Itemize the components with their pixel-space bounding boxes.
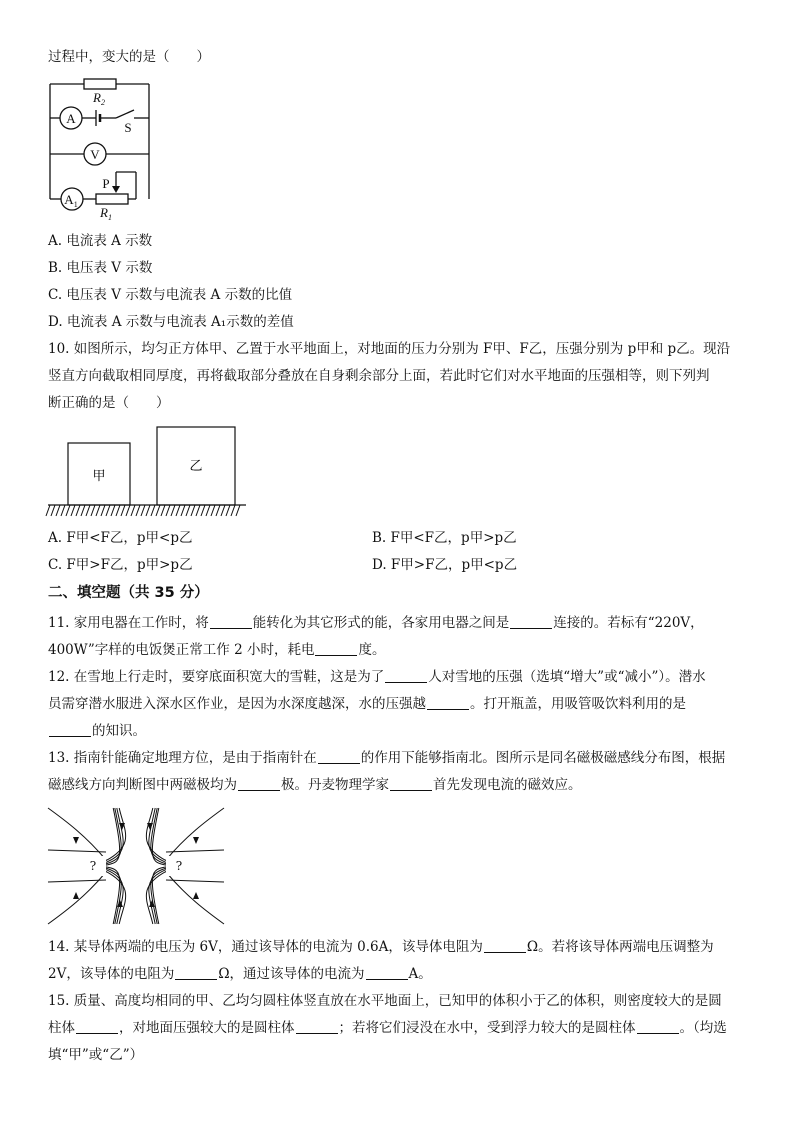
- pole-left-label: ?: [89, 859, 97, 873]
- q12-line-2: 员需穿潜水服进入深水区作业，是因为水深度越深，水的压强越 。打开瓶盖，用吸管吸饮料利用的是: [48, 696, 686, 712]
- q10-blocks-diagram: [46, 424, 248, 520]
- q15-blank-2[interactable]: [296, 1020, 338, 1034]
- ammeter-a1-label: $A_1$: [64, 192, 78, 209]
- q11-blank-1[interactable]: [210, 615, 252, 629]
- block-yi-label: 乙: [189, 459, 203, 474]
- q13-magnetic-field-diagram: [46, 805, 226, 927]
- magnet-right: [166, 856, 224, 876]
- q12-blank-3[interactable]: [49, 723, 91, 737]
- q14-blank-3[interactable]: [366, 966, 408, 980]
- q10-option-a[interactable]: A. F甲<F乙，p甲<p乙: [48, 530, 193, 546]
- q14-line-2: 2V，该导体的电阻为 Ω，通过该导体的电流为 A。: [48, 966, 432, 982]
- q13-line-2: 磁感线方向判断图中两磁极均为 极。丹麦物理学家 首先发现电流的磁效应。: [48, 777, 582, 793]
- q10-line-3: 断正确的是（ ）: [48, 395, 170, 411]
- magnet-left: [48, 856, 106, 876]
- slider-label: P: [102, 176, 110, 191]
- q14-blank-2[interactable]: [175, 966, 217, 980]
- q12-line-1: 12. 在雪地上行走时，要穿底面积宽大的雪鞋，这是为了 人对雪地的压强（选填“增大”或“减小”）。潜水: [48, 669, 706, 685]
- q11-blank-3[interactable]: [315, 642, 357, 656]
- q11-line-1: 11. 家用电器在工作时，将 能转化为其它形式的能，各家用电器之间是 连接的。若标有“220V，: [48, 615, 704, 631]
- q9-option-a[interactable]: A. 电流表 A 示数: [48, 233, 153, 249]
- q13-line-1: 13. 指南针能确定地理方位，是由于指南针在 的作用下能够指南北。图所示是同名磁极磁感线分布图，根据: [48, 750, 726, 766]
- q10-option-c[interactable]: C. F甲>F乙，p甲>p乙: [48, 557, 193, 573]
- q10-line-1: 10. 如图所示，均匀正方体甲、乙置于水平地面上，对地面的压力分别为 F甲、F乙，压强分别为 p甲和 p乙。现沿: [48, 341, 731, 357]
- q9-option-d[interactable]: D. 电流表 A 示数与电流表 A₁示数的差值: [48, 314, 294, 330]
- r2-resistor: [84, 79, 116, 89]
- q9-option-b[interactable]: B. 电压表 V 示数: [48, 260, 153, 276]
- q14-blank-1[interactable]: [484, 939, 526, 953]
- q11-line-2: 400W”字样的电饭煲正常工作 2 小时，耗电 度。: [48, 642, 386, 658]
- q12-line-3: 的知识。: [48, 722, 146, 740]
- r1-label: $R_1$: [100, 205, 112, 222]
- voltmeter-label: V: [90, 147, 100, 162]
- q14-line-1: 14. 某导体两端的电压为 6V，通过该导体的电流为 0.6A，该导体电阻为 Ω。若将该导体两端电压调整为: [48, 939, 714, 955]
- section-fill-in-title: 二、填空题（共 35 分）: [48, 585, 209, 601]
- q12-blank-1[interactable]: [385, 669, 427, 683]
- r2-label: $R_2$: [93, 90, 105, 107]
- q12-blank-2[interactable]: [427, 696, 469, 710]
- q10-option-b[interactable]: B. F甲<F乙，p甲>p乙: [372, 530, 517, 546]
- ammeter-a-label: A: [66, 111, 76, 126]
- q15-blank-1[interactable]: [76, 1020, 118, 1034]
- q15-line-3: 填“甲”或“乙”）: [48, 1047, 144, 1063]
- q15-line-1: 15. 质量、高度均相同的甲、乙均匀圆柱体竖直放在水平地面上，已知甲的体积小于乙的体积，则密度较大的是圆: [48, 993, 722, 1009]
- switch-label: S: [124, 120, 132, 135]
- q13-blank-3[interactable]: [390, 777, 432, 791]
- pole-right-label: ?: [175, 859, 183, 873]
- q15-line-2: 柱体 ，对地面压强较大的是圆柱体 ；若将它们浸没在水中，受到浮力较大的是圆柱体 。（均选: [48, 1020, 727, 1036]
- r1-resistor: [96, 194, 128, 204]
- q9-stem-tail: 过程中，变大的是（ ）: [48, 49, 210, 65]
- q11-blank-2[interactable]: [510, 615, 552, 629]
- q10-line-2: 竖直方向截取相同厚度，再将截取部分叠放在自身剩余部分上面，若此时它们对水平地面的压强相等，则下列判: [48, 368, 710, 384]
- q9-circuit-diagram: [44, 72, 164, 227]
- q9-option-c[interactable]: C. 电压表 V 示数与电流表 A 示数的比值: [48, 287, 293, 303]
- q13-blank-1[interactable]: [318, 750, 360, 764]
- block-jia-label: 甲: [92, 469, 106, 484]
- q13-blank-2[interactable]: [238, 777, 280, 791]
- q15-blank-3[interactable]: [637, 1020, 679, 1034]
- q10-option-d[interactable]: D. F甲>F乙，p甲<p乙: [372, 557, 518, 573]
